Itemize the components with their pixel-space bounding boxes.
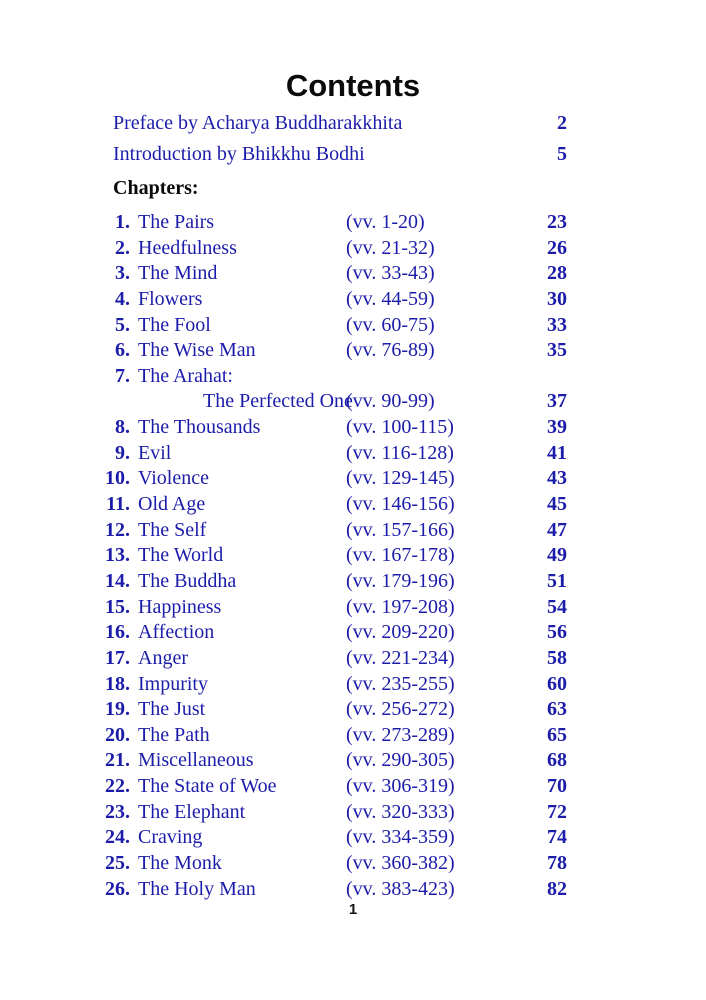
chapter-page-link xyxy=(493,364,567,390)
chapter-verses[interactable]: (vv. 320-333) xyxy=(346,800,455,823)
chapter-number[interactable]: 9. xyxy=(115,441,130,464)
chapter-page-link[interactable]: 39 xyxy=(547,416,567,439)
chapter-verses[interactable]: (vv. 60-75) xyxy=(346,313,435,336)
chapter-number[interactable]: 21. xyxy=(105,749,130,772)
chapter-verses[interactable]: (vv. 209-220) xyxy=(346,621,455,644)
chapter-row xyxy=(100,595,567,621)
chapter-page-link[interactable]: 37 xyxy=(547,390,567,413)
chapter-number[interactable]: 13. xyxy=(105,544,130,567)
front-matter-page-link[interactable]: 5 xyxy=(557,143,567,165)
chapter-title-link[interactable]: Affection xyxy=(138,621,215,644)
chapter-title-link[interactable]: Old Age xyxy=(138,493,206,516)
chapter-number[interactable]: 15. xyxy=(105,595,130,618)
chapter-title-link[interactable]: Anger xyxy=(138,646,188,669)
chapter-row xyxy=(100,210,567,236)
chapter-number[interactable]: 5. xyxy=(115,313,130,336)
chapter-title-link[interactable]: The Wise Man xyxy=(138,339,256,362)
chapter-page-link[interactable]: 41 xyxy=(547,441,567,464)
chapter-page-link[interactable]: 54 xyxy=(547,595,567,618)
chapters-heading: Chapters: xyxy=(113,177,199,199)
chapter-row xyxy=(100,697,567,723)
chapter-row xyxy=(100,620,567,646)
chapter-verses[interactable]: (vv. 33-43) xyxy=(346,262,435,285)
chapter-row xyxy=(100,877,567,903)
chapter-verses[interactable]: (vv. 273-289) xyxy=(346,723,455,746)
chapter-title-link[interactable]: The Path xyxy=(138,723,210,746)
chapter-page-link[interactable]: 43 xyxy=(547,467,567,490)
chapter-verses[interactable]: (vv. 116-128) xyxy=(346,441,454,464)
chapter-row xyxy=(100,646,567,672)
chapter-row xyxy=(100,851,567,877)
chapter-row xyxy=(100,261,567,287)
chapter-title-link[interactable]: Miscellaneous xyxy=(138,749,254,772)
chapter-row xyxy=(100,518,567,544)
chapter-page-link[interactable]: 72 xyxy=(547,800,567,823)
chapter-page-link[interactable]: 56 xyxy=(547,621,567,644)
chapter-number[interactable]: 22. xyxy=(105,775,130,798)
chapter-page-link[interactable]: 70 xyxy=(547,775,567,798)
chapter-title-link[interactable]: Flowers xyxy=(138,287,203,310)
front-matter-link[interactable]: Preface by Acharya Buddharakkhita xyxy=(113,112,403,134)
chapter-number[interactable]: 17. xyxy=(105,646,130,669)
chapter-verses xyxy=(341,364,493,390)
chapter-row xyxy=(100,774,567,800)
chapter-title-link[interactable]: The Perfected One xyxy=(203,390,353,413)
chapter-page-link[interactable]: 26 xyxy=(547,236,567,259)
chapter-row xyxy=(100,569,567,595)
chapter-page-link[interactable]: 45 xyxy=(547,493,567,516)
chapter-row xyxy=(100,313,567,339)
chapter-number[interactable]: 10. xyxy=(105,467,130,490)
chapter-number[interactable]: 16. xyxy=(105,621,130,644)
chapter-verses[interactable]: (vv. 235-255) xyxy=(346,672,455,695)
chapter-title-link[interactable]: The Fool xyxy=(138,313,211,336)
chapter-verses[interactable]: (vv. 100-115) xyxy=(346,416,454,439)
chapter-number[interactable]: 12. xyxy=(105,518,130,541)
chapter-page-link[interactable]: 58 xyxy=(547,646,567,669)
chapter-verses[interactable]: (vv. 21-32) xyxy=(346,236,435,259)
chapter-verses[interactable]: (vv. 221-234) xyxy=(346,646,455,669)
chapter-page-link[interactable]: 51 xyxy=(547,569,567,592)
chapter-title-link[interactable]: The Elephant xyxy=(138,800,246,823)
chapter-number[interactable]: 23. xyxy=(105,800,130,823)
front-matter xyxy=(113,112,567,174)
chapter-row xyxy=(100,236,567,262)
chapter-page-link[interactable]: 68 xyxy=(547,749,567,772)
chapter-number[interactable]: 11. xyxy=(106,493,130,516)
chapter-page-link[interactable]: 78 xyxy=(547,852,567,875)
chapter-page-link[interactable]: 74 xyxy=(547,826,567,849)
chapter-page-link[interactable]: 65 xyxy=(547,723,567,746)
chapter-row xyxy=(100,389,567,415)
chapter-verses[interactable]: (vv. 1-20) xyxy=(346,211,425,233)
chapter-title-link[interactable]: The Pairs xyxy=(138,211,215,233)
chapter-row xyxy=(100,364,567,390)
chapter-row xyxy=(100,287,567,313)
chapter-title-link[interactable]: The Just xyxy=(138,698,206,721)
chapter-verses[interactable]: (vv. 306-319) xyxy=(346,775,455,798)
chapter-number[interactable]: 26. xyxy=(105,877,130,900)
chapter-page-link[interactable]: 63 xyxy=(547,698,567,721)
chapter-title-link[interactable]: The World xyxy=(138,544,224,567)
chapter-verses[interactable]: (vv. 90-99) xyxy=(346,390,435,413)
chapter-title-link[interactable]: Craving xyxy=(138,826,203,849)
chapter-row xyxy=(100,723,567,749)
chapter-verses[interactable]: (vv. 157-166) xyxy=(346,518,455,541)
chapters-list xyxy=(100,210,567,902)
page-number: 1 xyxy=(348,901,358,918)
chapter-row xyxy=(100,672,567,698)
chapter-row xyxy=(100,543,567,569)
chapter-verses[interactable]: (vv. 290-305) xyxy=(346,749,455,772)
chapter-row xyxy=(100,466,567,492)
chapter-title-link[interactable]: Heedfulness xyxy=(138,236,237,259)
chapter-number[interactable]: 8. xyxy=(115,416,130,439)
chapter-verses[interactable]: (vv. 179-196) xyxy=(346,569,455,592)
chapter-title-link[interactable]: The State of Woe xyxy=(138,775,277,798)
chapter-verses[interactable]: (vv. 334-359) xyxy=(346,826,455,849)
chapter-title-link[interactable]: The Mind xyxy=(138,262,218,285)
chapter-number[interactable]: 2. xyxy=(115,236,130,259)
chapter-row xyxy=(100,748,567,774)
chapter-row xyxy=(100,800,567,826)
chapter-number[interactable]: 24. xyxy=(105,826,130,849)
chapter-number[interactable]: 14. xyxy=(105,569,130,592)
front-matter-page-link[interactable]: 2 xyxy=(557,112,567,134)
chapter-row xyxy=(100,492,567,518)
chapter-row xyxy=(100,825,567,851)
chapter-title-link[interactable]: The Buddha xyxy=(138,569,237,592)
chapter-number[interactable]: 20. xyxy=(105,723,130,746)
chapter-page-link[interactable]: 47 xyxy=(547,518,567,541)
chapter-verses[interactable]: (vv. 360-382) xyxy=(346,852,455,875)
chapter-number[interactable]: 4. xyxy=(115,287,130,310)
chapter-verses[interactable]: (vv. 146-156) xyxy=(346,493,455,516)
chapter-title-link[interactable]: The Holy Man xyxy=(138,877,256,900)
chapter-verses[interactable]: (vv. 76-89) xyxy=(346,339,435,362)
chapter-number[interactable]: 19. xyxy=(105,698,130,721)
chapter-verses[interactable]: (vv. 383-423) xyxy=(346,877,455,900)
chapter-page-link[interactable]: 49 xyxy=(547,544,567,567)
chapter-number xyxy=(100,389,130,415)
chapter-row xyxy=(100,441,567,467)
chapter-verses[interactable]: (vv. 256-272) xyxy=(346,698,455,721)
chapter-title-link[interactable]: Impurity xyxy=(138,672,208,695)
chapter-page-link[interactable]: 82 xyxy=(547,877,567,900)
chapter-page-link[interactable]: 23 xyxy=(547,211,567,233)
chapter-title-link[interactable]: The Monk xyxy=(138,852,222,875)
chapter-page-link[interactable]: 35 xyxy=(547,339,567,362)
chapter-title-link[interactable]: The Arahat: xyxy=(138,364,233,387)
chapter-number[interactable]: 3. xyxy=(115,262,130,285)
chapter-page-link[interactable]: 30 xyxy=(547,287,567,310)
chapter-page-link[interactable]: 28 xyxy=(547,262,567,285)
chapter-title-link[interactable]: The Self xyxy=(138,518,207,541)
chapter-title-link[interactable]: Evil xyxy=(138,441,172,464)
chapter-row xyxy=(100,338,567,364)
chapter-verses[interactable]: (vv. 167-178) xyxy=(346,544,455,567)
chapter-verses[interactable]: (vv. 129-145) xyxy=(346,467,455,490)
chapter-title-link[interactable]: The Thousands xyxy=(138,416,261,439)
front-matter-link[interactable]: Introduction by Bhikkhu Bodhi xyxy=(113,143,365,165)
chapter-title-link[interactable]: Happiness xyxy=(138,595,222,618)
front-matter-row xyxy=(113,143,567,174)
chapter-row xyxy=(100,415,567,441)
chapter-number[interactable]: 18. xyxy=(105,672,130,695)
page-title: Contents xyxy=(285,68,421,103)
chapter-verses[interactable]: (vv. 197-208) xyxy=(346,595,455,618)
chapter-number[interactable]: 7. xyxy=(115,364,130,387)
chapter-title-link[interactable]: Violence xyxy=(138,467,209,490)
chapter-page-link[interactable]: 60 xyxy=(547,672,567,695)
chapter-number[interactable]: 1. xyxy=(115,211,130,233)
chapter-page-link[interactable]: 33 xyxy=(547,313,567,336)
front-matter-row xyxy=(113,112,567,143)
chapter-number[interactable]: 25. xyxy=(105,852,130,875)
chapter-number[interactable]: 6. xyxy=(115,339,130,362)
chapter-verses[interactable]: (vv. 44-59) xyxy=(346,287,435,310)
